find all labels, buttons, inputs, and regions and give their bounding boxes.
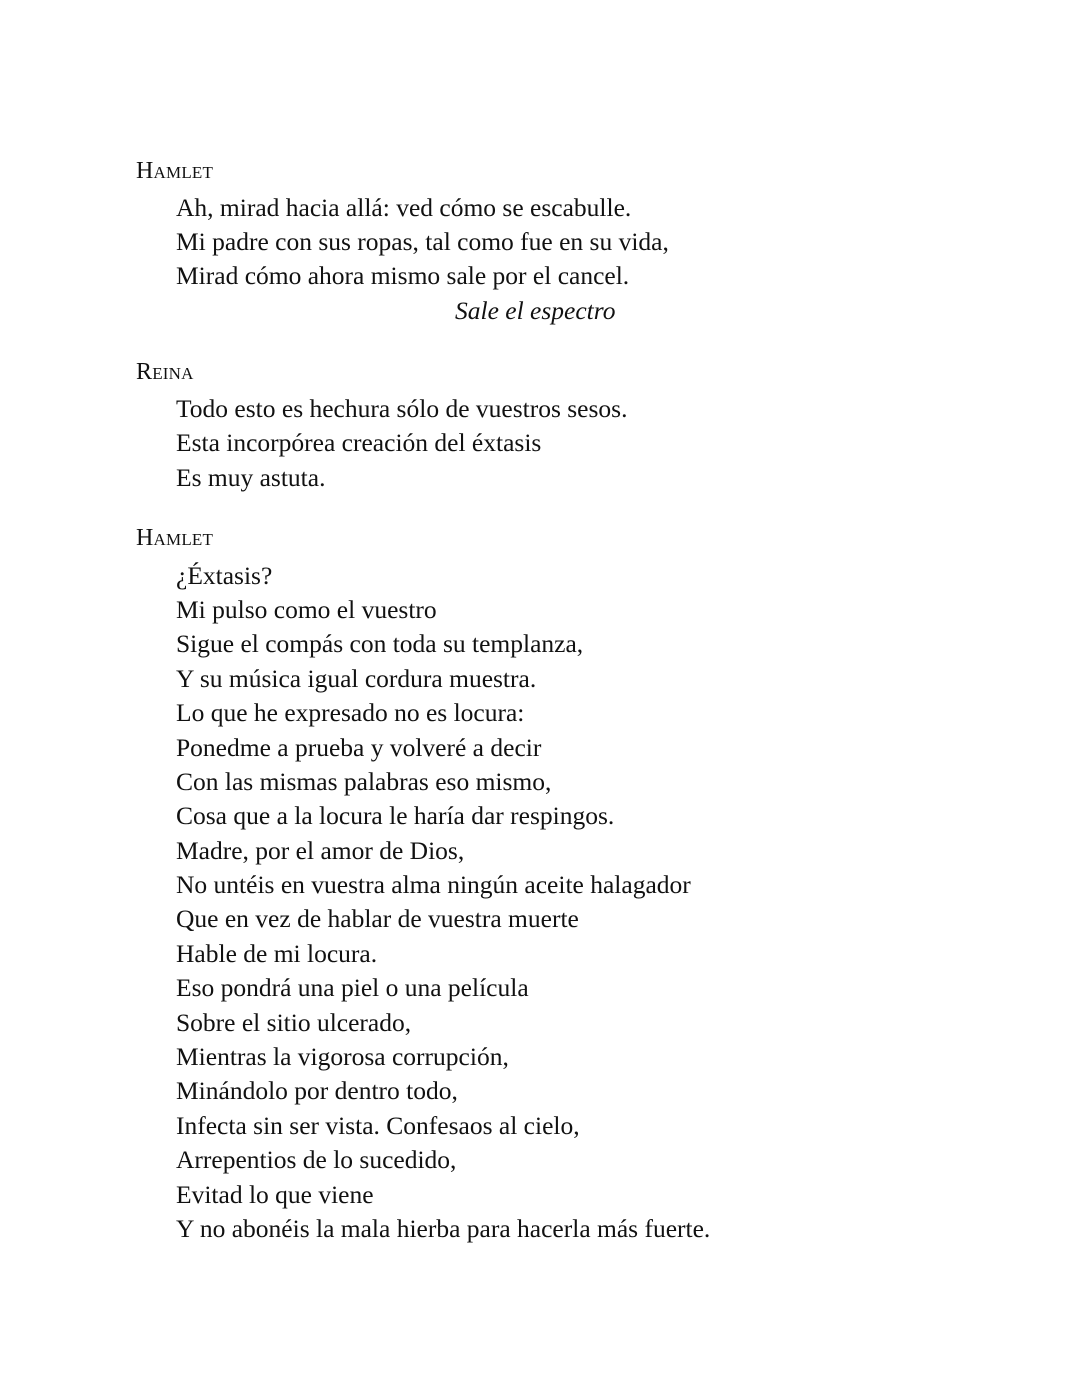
verse-line: Cosa que a la locura le haría dar respingos.: [176, 801, 615, 830]
verse-line: Y su música igual cordura muestra.: [176, 664, 537, 693]
verse-line: Esta incorpórea creación del éxtasis: [176, 428, 542, 457]
verse-line: Hable de mi locura.: [176, 939, 378, 968]
verse-line: Mi pulso como el vuestro: [176, 595, 437, 624]
verse-line: Que en vez de hablar de vuestra muerte: [176, 904, 579, 933]
verse-line: Lo que he expresado no es locura:: [176, 698, 525, 727]
verse-line: Eso pondrá una piel o una película: [176, 973, 529, 1002]
verse-line: Evitad lo que viene: [176, 1180, 374, 1209]
verse-line: ¿Éxtasis?: [176, 561, 273, 590]
verse-line: Todo esto es hechura sólo de vuestros sesos.: [176, 394, 628, 423]
verse-line: Con las mismas palabras eso mismo,: [176, 767, 552, 796]
verse-line: Ponedme a prueba y volveré a decir: [176, 733, 542, 762]
speaker-name: Hamlet: [136, 158, 214, 184]
verse-line: Ah, mirad hacia allá: ved cómo se escabulle.: [176, 193, 632, 222]
verse-line: Sigue el compás con toda su templanza,: [176, 629, 584, 658]
verse-line: Mientras la vigorosa corrupción,: [176, 1042, 509, 1071]
speaker-name: Hamlet: [136, 525, 214, 551]
stage-direction: Sale el espectro: [455, 296, 616, 325]
verse-line: Mi padre con sus ropas, tal como fue en su vida,: [176, 227, 669, 256]
verse-line: Es muy astuta.: [176, 463, 326, 492]
verse-line: Y no abonéis la mala hierba para hacerla más fuerte.: [176, 1214, 711, 1243]
verse-line: Arrepentios de lo sucedido,: [176, 1145, 457, 1174]
verse-line: Sobre el sitio ulcerado,: [176, 1008, 412, 1037]
verse-line: Minándolo por dentro todo,: [176, 1076, 458, 1105]
speaker-name: Reina: [136, 359, 194, 385]
verse-line: No untéis en vuestra alma ningún aceite halagador: [176, 870, 691, 899]
verse-line: Infecta sin ser vista. Confesaos al cielo,: [176, 1111, 580, 1140]
verse-line: Mirad cómo ahora mismo sale por el cancel.: [176, 261, 630, 290]
verse-line: Madre, por el amor de Dios,: [176, 836, 465, 865]
